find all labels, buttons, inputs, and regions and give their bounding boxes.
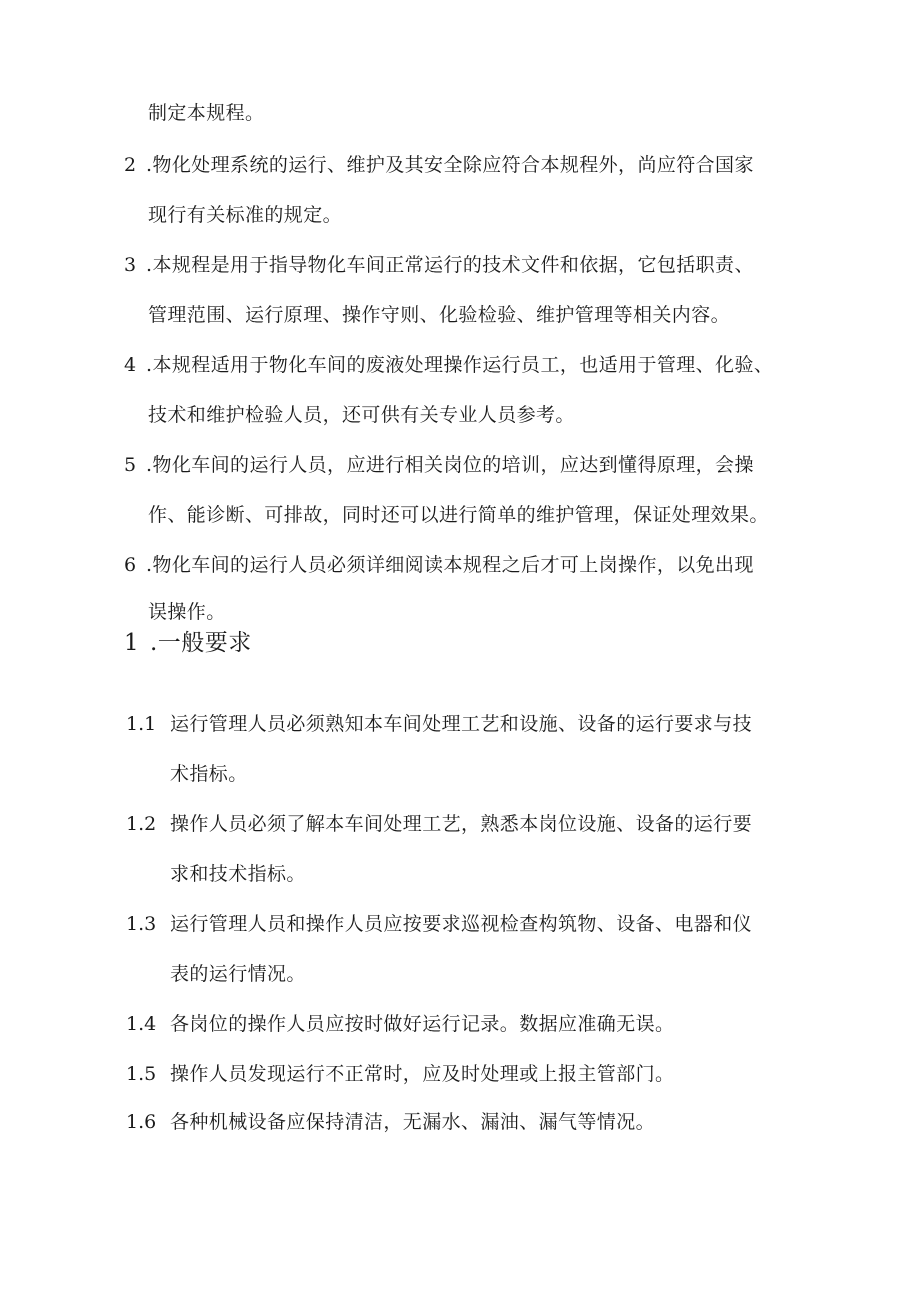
requirement-1-1-line1: 1.1 运行管理人员必须熟知本车间处理工艺和设施、设备的运行要求与技	[126, 713, 753, 735]
requirement-1-3-line2: 表的运行情况。	[170, 963, 306, 985]
requirement-number: 1.5	[126, 1063, 157, 1085]
intro-continuation: 制定本规程。	[148, 102, 265, 124]
intro-item-3-line1: 3 .本规程是用于指导物化车间正常运行的技术文件和依据，它包括职责、	[124, 254, 754, 276]
intro-item-4-line2: 技术和维护检验人员，还可供有关专业人员参考。	[148, 404, 575, 426]
requirement-1-1-line2: 术指标。	[170, 763, 248, 785]
intro-item-4-line1: 4 .本规程适用于物化车间的废液处理操作运行员工，也适用于管理、化验、	[124, 354, 774, 376]
intro-item-6-line1: 6 .物化车间的运行人员必须详细阅读本规程之后才可上岗操作，以免出现	[124, 554, 754, 576]
intro-item-number: 5	[124, 454, 137, 476]
intro-item-5-line2: 作、能诊断、可排故，同时还可以进行简单的维护管理，保证处理效果。	[148, 504, 769, 526]
requirement-1-2-line2: 求和技术指标。	[170, 863, 306, 885]
requirement-1-4: 1.4 各岗位的操作人员应按时做好运行记录。数据应准确无误。	[126, 1013, 675, 1035]
intro-item-3-line2: 管理范围、运行原理、操作守则、化验检验、维护管理等相关内容。	[148, 304, 731, 326]
requirement-number: 1.1	[126, 713, 157, 735]
requirement-1-3-line1: 1.3 运行管理人员和操作人员应按要求巡视检查构筑物、设备、电器和仪	[126, 913, 753, 935]
requirement-1-6: 1.6 各种机械设备应保持清洁，无漏水、漏油、漏气等情况。	[126, 1111, 656, 1133]
requirement-1-2-line1: 1.2 操作人员必须了解本车间处理工艺，熟悉本岗位设施、设备的运行要	[126, 813, 753, 835]
section-heading	[124, 629, 252, 657]
intro-item-number: 6	[124, 554, 137, 576]
intro-item-2-line1: 2 .物化处理系统的运行、维护及其安全除应符合本规程外，尚应符合国家	[124, 154, 754, 176]
section-number: 1	[124, 630, 139, 656]
intro-item-number: 4	[124, 354, 137, 376]
requirement-number: 1.6	[126, 1111, 157, 1133]
requirement-1-5: 1.5 操作人员发现运行不正常时，应及时处理或上报主管部门。	[126, 1063, 675, 1085]
requirement-number: 1.2	[126, 813, 157, 835]
intro-item-2-line2: 现行有关标准的规定。	[148, 204, 343, 226]
intro-item-6-line2: 误操作。	[148, 601, 226, 623]
requirement-number: 1.3	[126, 913, 157, 935]
intro-item-number: 3	[124, 254, 137, 276]
intro-item-5-line1: 5 .物化车间的运行人员，应进行相关岗位的培训，应达到懂得原理，会操	[124, 454, 754, 476]
requirement-number: 1.4	[126, 1013, 157, 1035]
section-title: .一般要求	[150, 630, 252, 656]
intro-item-number: 2	[124, 154, 137, 176]
